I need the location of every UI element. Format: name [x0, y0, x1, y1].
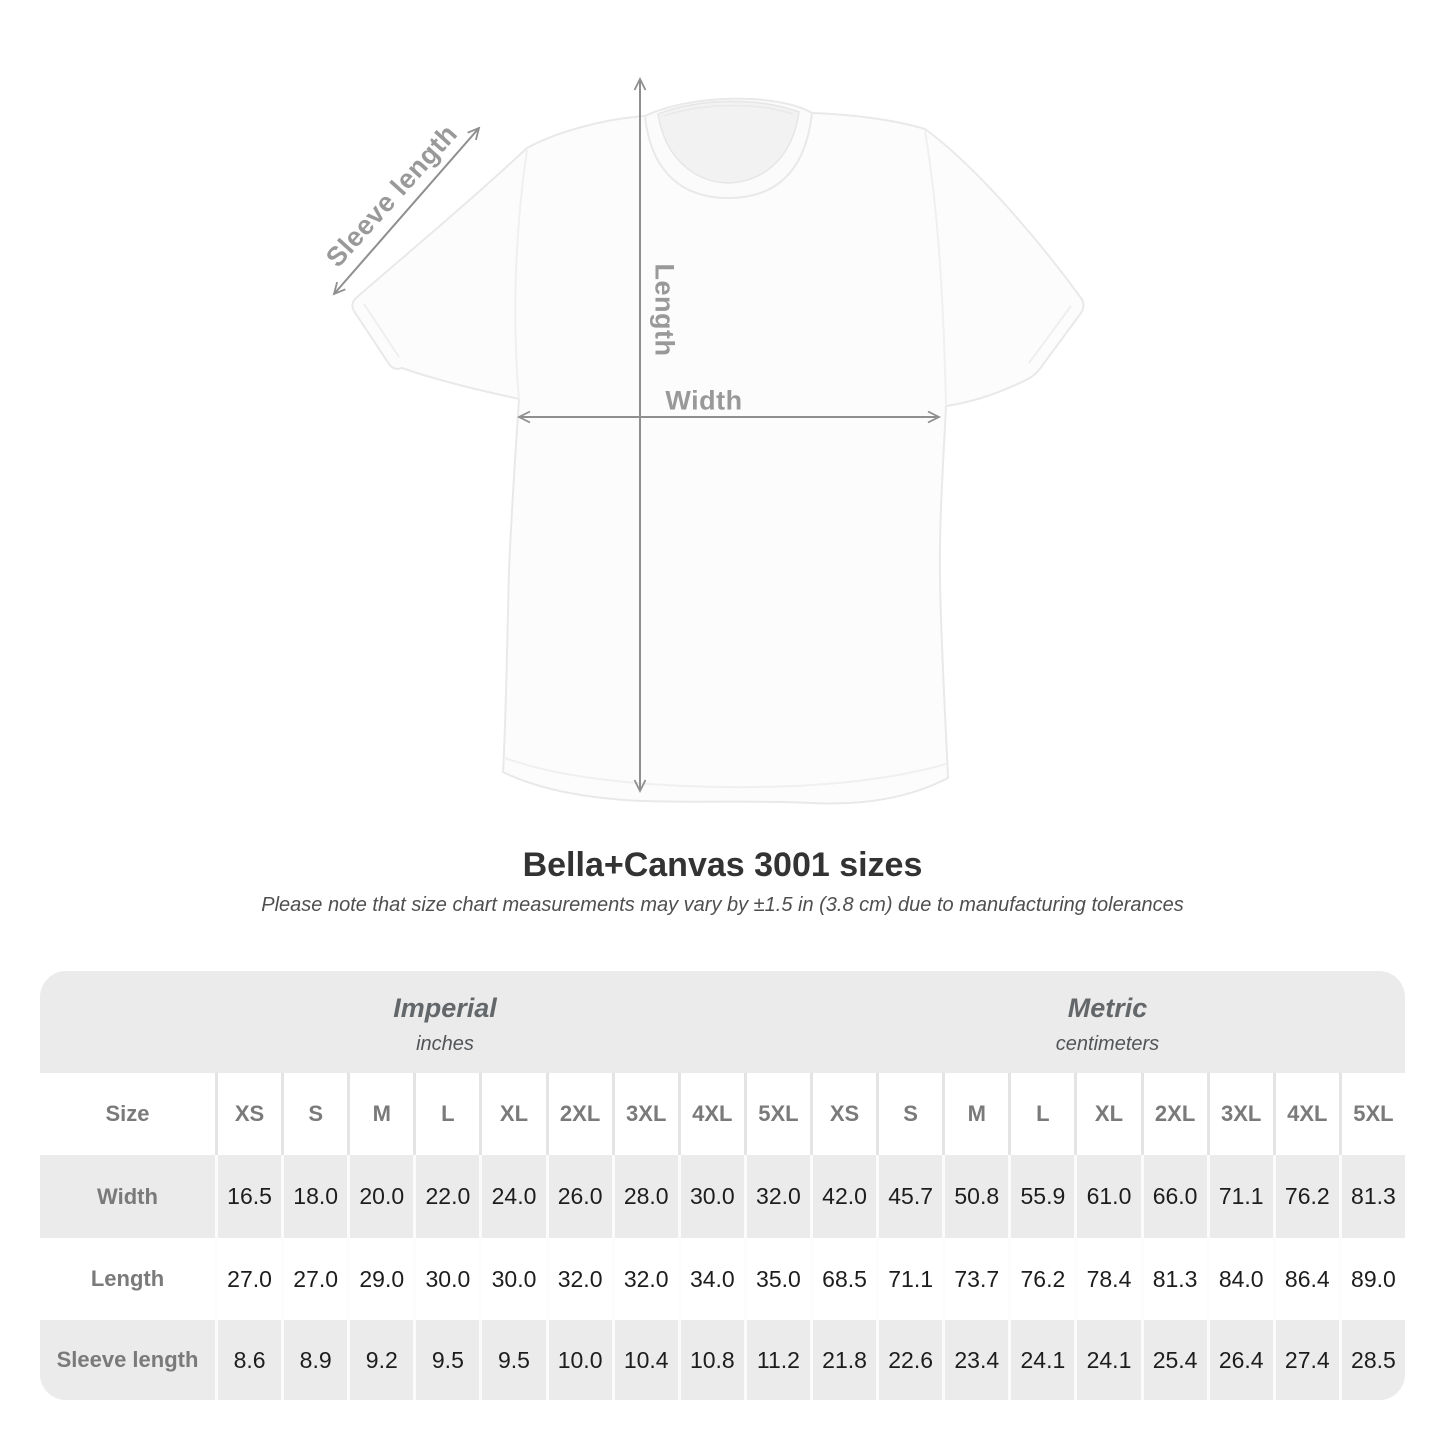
width-imperial-l: 22.0 [413, 1155, 479, 1238]
width-metric-m: 50.8 [942, 1155, 1008, 1238]
size-head-metric-5xl: 5XL [1339, 1073, 1405, 1155]
size-table [40, 971, 1405, 1400]
table-row-sleeve-length [40, 1320, 1405, 1400]
length-imperial-5xl: 35.0 [744, 1238, 810, 1320]
sleeve-metric-l: 24.1 [1008, 1320, 1074, 1400]
size-head-imperial-l: L [413, 1073, 479, 1155]
length-metric-l: 76.2 [1008, 1238, 1074, 1320]
width-imperial-2xl: 26.0 [546, 1155, 612, 1238]
row-label-length: Length [40, 1238, 215, 1320]
sleeve-metric-4xl: 27.4 [1273, 1320, 1339, 1400]
sleeve-imperial-3xl: 10.4 [612, 1320, 678, 1400]
width-imperial-s: 18.0 [281, 1155, 347, 1238]
metric-unit-label: centimeters [1055, 1032, 1160, 1055]
size-head-metric-l: L [1008, 1073, 1074, 1155]
sleeve-imperial-s: 8.9 [281, 1320, 347, 1400]
size-head-metric-3xl: 3XL [1207, 1073, 1273, 1155]
size-head-imperial-3xl: 3XL [612, 1073, 678, 1155]
width-imperial-m: 20.0 [347, 1155, 413, 1238]
sleeve-imperial-xl: 9.5 [479, 1320, 545, 1400]
size-head-metric-xl: XL [1074, 1073, 1140, 1155]
length-metric-2xl: 81.3 [1141, 1238, 1207, 1320]
length-metric-m: 73.7 [942, 1238, 1008, 1320]
sleeve-imperial-4xl: 10.8 [678, 1320, 744, 1400]
size-head-imperial-m: M [347, 1073, 413, 1155]
page-title: Bella+Canvas 3001 sizes [522, 846, 923, 884]
sleeve-metric-xs: 21.8 [810, 1320, 876, 1400]
length-metric-xs: 68.5 [810, 1238, 876, 1320]
width-imperial-xs: 16.5 [215, 1155, 281, 1238]
row-label-width: Width [40, 1155, 215, 1238]
sleeve-length-label: Sleeve length [320, 118, 464, 273]
table-row-length [40, 1238, 1405, 1320]
size-head-imperial-5xl: 5XL [744, 1073, 810, 1155]
size-head-imperial-4xl: 4XL [678, 1073, 744, 1155]
sleeve-imperial-5xl: 11.2 [744, 1320, 810, 1400]
width-metric-s: 45.7 [876, 1155, 942, 1238]
width-metric-l: 55.9 [1008, 1155, 1074, 1238]
sleeve-imperial-m: 9.2 [347, 1320, 413, 1400]
length-imperial-2xl: 32.0 [546, 1238, 612, 1320]
sleeve-metric-m: 23.4 [942, 1320, 1008, 1400]
size-head-metric-2xl: 2XL [1141, 1073, 1207, 1155]
sleeve-metric-s: 22.6 [876, 1320, 942, 1400]
width-metric-xl: 61.0 [1074, 1155, 1140, 1238]
size-head-imperial-xs: XS [215, 1073, 281, 1155]
sleeve-imperial-xs: 8.6 [215, 1320, 281, 1400]
size-head-imperial-2xl: 2XL [546, 1073, 612, 1155]
length-metric-s: 71.1 [876, 1238, 942, 1320]
page-subtitle: Please note that size chart measurements may vary by ±1.5 in (3.8 cm) due to manufacturing tolerances [261, 894, 1184, 916]
sleeve-metric-2xl: 25.4 [1141, 1320, 1207, 1400]
size-head-imperial-s: S [281, 1073, 347, 1155]
length-metric-5xl: 89.0 [1339, 1238, 1405, 1320]
sleeve-metric-xl: 24.1 [1074, 1320, 1140, 1400]
width-label: Width [665, 385, 743, 416]
unit-header-row [40, 971, 1405, 1073]
size-head-metric-4xl: 4XL [1273, 1073, 1339, 1155]
sleeve-imperial-2xl: 10.0 [546, 1320, 612, 1400]
size-head-metric-m: M [942, 1073, 1008, 1155]
imperial-label: Imperial [393, 992, 497, 1023]
width-imperial-3xl: 28.0 [612, 1155, 678, 1238]
width-imperial-4xl: 30.0 [678, 1155, 744, 1238]
length-imperial-xl: 30.0 [479, 1238, 545, 1320]
metric-label: Metric [1067, 992, 1148, 1023]
length-label: Length [649, 263, 680, 357]
width-metric-2xl: 66.0 [1141, 1155, 1207, 1238]
sleeve-metric-5xl: 28.5 [1339, 1320, 1405, 1400]
sleeve-metric-3xl: 26.4 [1207, 1320, 1273, 1400]
length-metric-xl: 78.4 [1074, 1238, 1140, 1320]
size-head-imperial-xl: XL [479, 1073, 545, 1155]
imperial-unit-label: inches [416, 1032, 474, 1055]
length-imperial-l: 30.0 [413, 1238, 479, 1320]
size-head-metric-s: S [876, 1073, 942, 1155]
length-metric-4xl: 86.4 [1273, 1238, 1339, 1320]
unit-header-imperial [40, 971, 810, 1073]
width-imperial-5xl: 32.0 [744, 1155, 810, 1238]
length-imperial-s: 27.0 [281, 1238, 347, 1320]
length-imperial-m: 29.0 [347, 1238, 413, 1320]
size-head-metric-xs: XS [810, 1073, 876, 1155]
width-metric-5xl: 81.3 [1339, 1155, 1405, 1238]
size-header-row [40, 1073, 1405, 1155]
sleeve-imperial-l: 9.5 [413, 1320, 479, 1400]
table-row-width [40, 1155, 1405, 1238]
length-imperial-3xl: 32.0 [612, 1238, 678, 1320]
width-imperial-xl: 24.0 [479, 1155, 545, 1238]
size-column-header: Size [40, 1073, 215, 1155]
unit-header-metric [810, 971, 1405, 1073]
length-imperial-xs: 27.0 [215, 1238, 281, 1320]
length-imperial-4xl: 34.0 [678, 1238, 744, 1320]
width-metric-3xl: 71.1 [1207, 1155, 1273, 1238]
row-label-sleeve-length: Sleeve length [40, 1320, 215, 1400]
length-metric-3xl: 84.0 [1207, 1238, 1273, 1320]
tshirt-graphic [352, 99, 1083, 804]
width-metric-4xl: 76.2 [1273, 1155, 1339, 1238]
width-metric-xs: 42.0 [810, 1155, 876, 1238]
